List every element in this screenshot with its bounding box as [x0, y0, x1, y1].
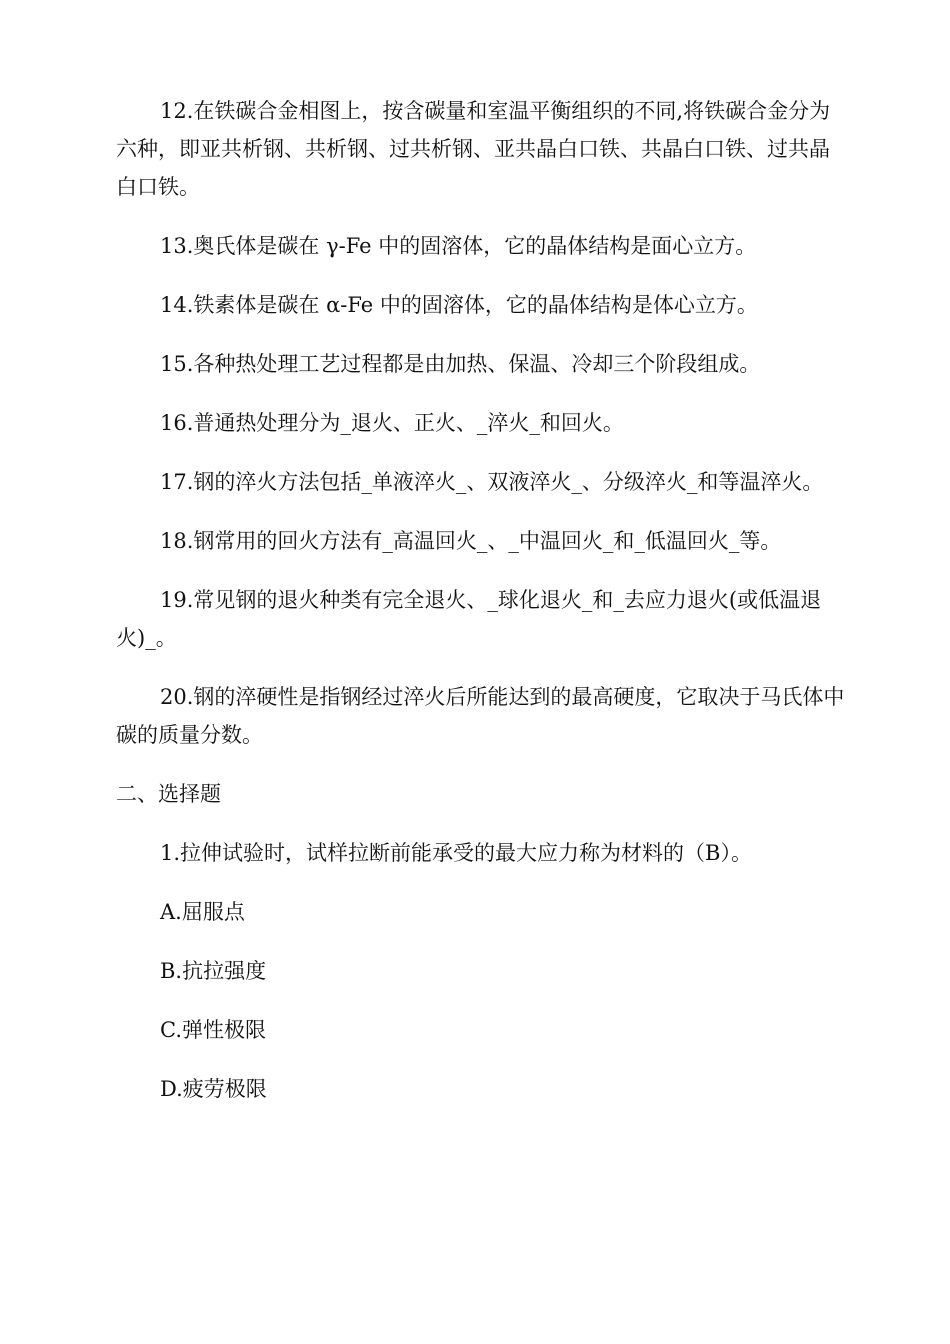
option-a: A.屈服点: [160, 900, 245, 924]
paragraph-12: 12.在铁碳合金相图上，按含碳量和室温平衡组织的不同,将铁碳合金分为六种，即亚共析钢、共析钢、过共析钢、亚共晶白口铁、共晶白口铁、过共晶白口铁。: [116, 99, 831, 199]
question-1: 1.拉伸试验时，试样拉断前能承受的最大应力称为材料的（B）。: [160, 841, 752, 865]
document-body: [116, 92, 850, 1108]
section-heading: 二、选择题: [116, 782, 221, 806]
option-d: D.疲劳极限: [160, 1077, 267, 1101]
paragraph-16: 16.普通热处理分为_退火、正火、_淬火_和回火。: [160, 411, 624, 435]
option-b: B.抗拉强度: [160, 959, 267, 983]
paragraph-14: 14.铁素体是碳在 α-Fe 中的固溶体，它的晶体结构是体心立方。: [160, 293, 758, 317]
option-c: C.弹性极限: [160, 1018, 266, 1042]
paragraph-18: 18.钢常用的回火方法有_高温回火_、_中温回火_和_低温回火_等。: [160, 529, 782, 553]
paragraph-17: 17.钢的淬火方法包括_单液淬火_、双液淬火_、分级淬火_和等温淬火。: [160, 470, 824, 494]
paragraph-19: 19.常见钢的退火种类有完全退火、_球化退火_和_去应力退火(或低温退火)_。: [116, 588, 822, 650]
paragraph-13: 13.奥氏体是碳在 γ-Fe 中的固溶体，它的晶体结构是面心立方。: [160, 234, 757, 258]
paragraph-15: 15.各种热处理工艺过程都是由加热、保温、冷却三个阶段组成。: [160, 352, 761, 376]
paragraph-20: 20.钢的淬硬性是指钢经过淬火后所能达到的最高硬度，它取决于马氏体中碳的质量分数。: [116, 685, 845, 747]
